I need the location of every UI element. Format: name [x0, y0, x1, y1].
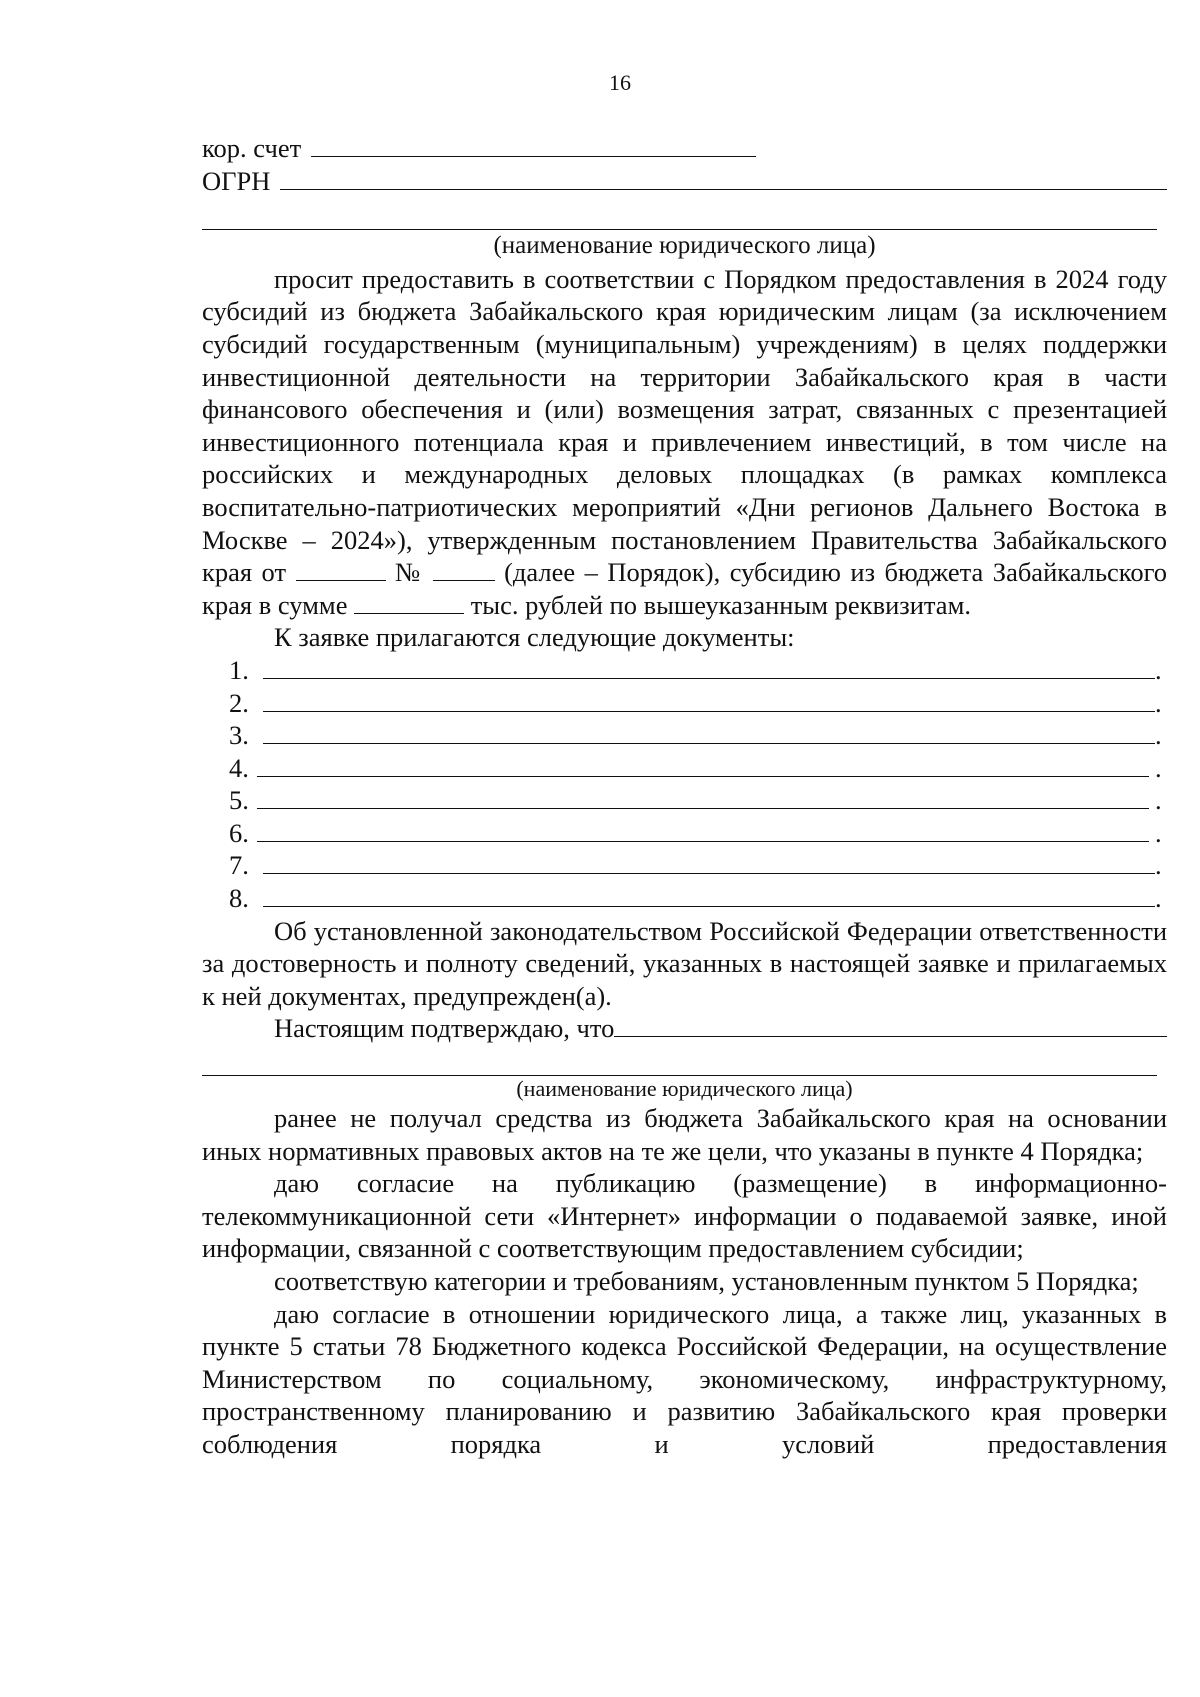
ogrn-field[interactable]: [280, 165, 1167, 190]
legal-entity-caption: (наименование юридического лица): [493, 232, 876, 260]
ogrn-row: [202, 165, 1167, 198]
confirm-label: Настоящим подтверждаю, что: [274, 1013, 615, 1044]
resolution-number-field[interactable]: [433, 558, 495, 581]
attachment-item: [202, 719, 1167, 752]
attachment-item: [202, 817, 1167, 850]
attachment-field[interactable]: [263, 719, 1155, 744]
attachment-period: .: [1155, 817, 1162, 848]
legal-entity-name-field[interactable]: [202, 205, 1157, 230]
attachment-item: [202, 882, 1167, 915]
legal-entity-name-field-2[interactable]: [202, 1051, 1157, 1076]
attachment-number: 5.: [229, 785, 249, 816]
attachment-period: .: [1155, 785, 1162, 816]
number-sign: №: [395, 557, 424, 588]
attachments-intro: К заявке прилагаются следующие документы:: [274, 622, 795, 653]
legal-entity-caption-2: (наименование юридического лица): [516, 1076, 853, 1102]
confirm-row: [202, 1012, 1167, 1045]
attachment-field[interactable]: [257, 752, 1149, 777]
attachment-period: .: [1155, 752, 1162, 783]
ogrn-label: ОГРН: [202, 165, 271, 196]
attachment-field[interactable]: [263, 687, 1155, 712]
kor-schet-row: [202, 132, 1167, 165]
request-text-part3: тыс. рублей по вышеуказанным реквизитам.: [470, 589, 971, 620]
attachment-number: 4.: [229, 752, 249, 783]
attachment-period: .: [1155, 687, 1162, 718]
attachment-period: .: [1155, 883, 1162, 914]
attachment-number: 6.: [229, 817, 249, 848]
confirm-item: ранее не получал средства из бюджета Забайкальского края на основании иных нормативных правовых актов на те же цели, что указаны в пункте 4 Порядка;: [202, 1103, 1167, 1166]
request-paragraph: [202, 263, 1167, 622]
attachment-number: 1.: [229, 654, 249, 685]
attachment-field[interactable]: [263, 654, 1155, 679]
resolution-date-field[interactable]: [296, 558, 386, 581]
responsibility-paragraph: Об установленной законодательством Российской Федерации ответственности за достоверность и полноту сведений, указанных в настоящей заявке и прилагаемых к ней документах, предупрежден(а).: [202, 915, 1167, 1011]
attachment-item: [202, 654, 1167, 687]
request-text-part1: просит предоставить в соответствии с Порядком предоставления в 2024 году субсидий из бюджета Забайкальского края юридическим лицам (за исключением субсидий государственным (муниципальным) учреждениям) в целях поддержки инвестиционной деятельности на территории Забайкальского края в части финансового обеспечения и (или) возмещения затрат, связанных с презентацией инвестиционного потенциала края и привлечением инвестиций, в том числе на российских и международных деловых площадках (в рамках комплекса воспитательно-патриотических мероприятий «Дни регионов Дальнего Востока в Москве – 2024»), утвержденным постановлением Правительства Забайкальского края от: [202, 263, 1167, 588]
confirm-entity-field[interactable]: [614, 1012, 1167, 1037]
request-text-part2: (далее – Порядок), субсидию из бюджета Забайкальского края в сумме: [202, 557, 1168, 620]
attachment-number: 2.: [229, 687, 249, 718]
attachment-period: .: [1155, 850, 1162, 881]
attachment-field[interactable]: [257, 784, 1149, 809]
attachment-period: .: [1155, 654, 1162, 685]
confirm-item: даю согласие на публикацию (размещение) в информационно-телекоммуникационной сети «Интернет» информации о подаваемой заявке, иной информации, связанной с соответствующим предоставлением субсидии;: [202, 1168, 1167, 1264]
attachment-number: 8.: [229, 883, 249, 914]
confirm-item: соответствую категории и требованиям, установленным пунктом 5 Порядка;: [274, 1266, 1139, 1296]
attachment-item: [202, 849, 1167, 882]
attachment-item: [202, 784, 1167, 817]
attachment-field[interactable]: [263, 849, 1155, 874]
attachment-field[interactable]: [257, 817, 1149, 842]
subsidy-amount-field[interactable]: [354, 591, 464, 614]
page-number: 16: [609, 70, 631, 95]
application-form: [202, 132, 1167, 1461]
attachment-item: [202, 752, 1167, 785]
kor-schet-label: кор. счет: [202, 133, 302, 163]
kor-schet-field[interactable]: [311, 132, 756, 157]
attachment-field[interactable]: [263, 882, 1155, 907]
attachment-item: [202, 687, 1167, 720]
confirm-item: даю согласие в отношении юридического лица, а также лиц, указанных в пункте 5 статьи 78 Бюджетного кодекса Российской Федерации, на осуществление Министерством по социальному, экономическому, инфраструктурному, пространственному планированию и развитию Забайкальского края проверки соблюдения порядка и условий предоставления: [202, 1298, 1167, 1459]
attachment-number: 7.: [229, 850, 249, 881]
attachment-number: 3.: [229, 720, 249, 751]
attachment-period: .: [1155, 720, 1162, 751]
